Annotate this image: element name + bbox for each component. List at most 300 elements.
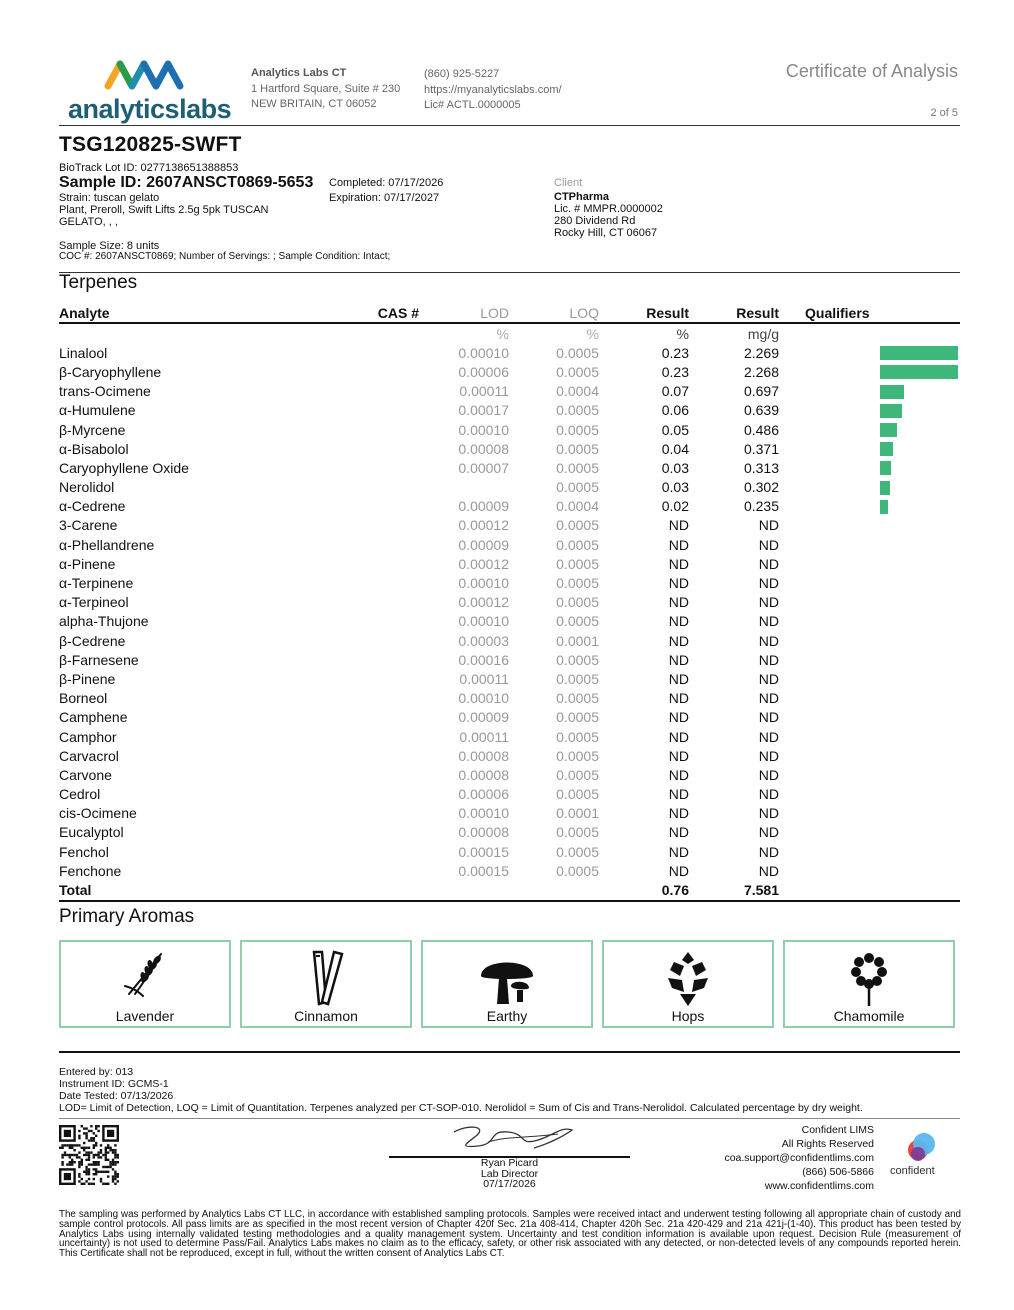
batch-id: TSG120825-SWFT xyxy=(59,133,242,156)
analyte-cas xyxy=(339,382,419,401)
analyte-result-pct: ND xyxy=(668,651,689,668)
analyte-name: α-Terpinene xyxy=(59,575,134,592)
table-row xyxy=(59,804,960,823)
client-name: CTPharma xyxy=(554,191,610,203)
aroma-label: Lavender xyxy=(115,1008,175,1024)
analyte-name: Cedrol xyxy=(59,786,101,803)
analyte-qualifiers xyxy=(779,842,880,861)
aroma-earthy xyxy=(421,940,593,1028)
result-bar-cell xyxy=(880,765,960,784)
analyte-name: β-Pinene xyxy=(59,670,116,687)
analyte-result-pct: ND xyxy=(668,862,689,879)
result-bar-cell xyxy=(880,612,960,631)
analyte-result-mg: 0.302 xyxy=(743,479,779,496)
table-row xyxy=(59,727,960,746)
table-row xyxy=(59,343,960,362)
analyte-result-pct: ND xyxy=(668,670,689,687)
analyte-result-pct: 0.03 xyxy=(661,479,689,496)
analyte-result-pct: 0.02 xyxy=(661,498,689,515)
analyte-lod: 0.00008 xyxy=(458,824,509,841)
analyte-lod: 0.00010 xyxy=(458,690,509,707)
signer-title: Lab Director xyxy=(480,1167,539,1180)
analyte-name: β-Farnesene xyxy=(59,651,139,668)
analyte-loq: 0.0005 xyxy=(556,479,599,496)
confident-logo xyxy=(890,1132,950,1182)
analyte-result-mg: ND xyxy=(758,728,779,745)
flower-icon xyxy=(847,948,891,1008)
terpenes-table xyxy=(59,305,960,902)
table-row xyxy=(59,669,960,688)
result-bar-cell xyxy=(880,420,960,439)
disclaimer: The sampling was performed by Analytics Labs CT LLC, in accordance with established sampling protocols. Samples were received intact and underwent testing following all appropriate chain of custody and sample control protocols. All pass limits are as specified in the most recent version of Chapter 420f Sec. 21a 408-414, Chapter 420h Sec. 21a 420-429 and 21a 421j-(1-40). This product has been tested by Analytics Labs using internally validated testing methodologies and a quality management system. Uncertainty and test condition information is available upon request. Decision Rule (measurement of uncertainty) is not used to determine Pass/Fail. Analytics Labs makes no claim as to the efficacy, safety, or other risk associated with any detected, or non-detected levels of any compounds reported herein. This Certificate shall not be reproduced, except in full, without the written consent of Analytics Labs CT. xyxy=(59,1209,961,1260)
unit-loq: % xyxy=(586,325,599,342)
analyte-name: 3-Carene xyxy=(59,517,118,534)
analyte-loq: 0.0004 xyxy=(556,498,599,515)
table-row xyxy=(59,382,960,401)
analyte-qualifiers xyxy=(779,573,880,592)
analyte-cas xyxy=(339,516,419,535)
analyte-result-pct: 0.03 xyxy=(661,459,689,476)
analyte-cas xyxy=(339,497,419,516)
total-lod xyxy=(419,880,509,900)
unit-result-mg: mg/g xyxy=(747,325,779,342)
analyte-name: α-Bisabolol xyxy=(59,440,129,457)
signature-icon xyxy=(448,1122,578,1154)
analyte-result-mg: ND xyxy=(758,613,779,630)
analyte-loq: 0.0004 xyxy=(556,383,599,400)
lab-logo xyxy=(62,56,232,124)
page-number: 2 of 5 xyxy=(930,107,958,119)
analyte-name: β-Cedrene xyxy=(59,632,126,649)
analyte-loq: 0.0005 xyxy=(556,421,599,438)
analyte-qualifiers xyxy=(779,746,880,765)
total-loq xyxy=(509,880,599,900)
analyte-qualifiers xyxy=(779,650,880,669)
analyte-lod: 0.00012 xyxy=(458,555,509,572)
aroma-label: Cinnamon xyxy=(294,1008,358,1024)
signer-name: Ryan Picard xyxy=(480,1157,539,1169)
result-bar-cell xyxy=(880,458,960,477)
result-bar-cell xyxy=(880,478,960,497)
analyte-qualifiers xyxy=(779,497,880,516)
aroma-chamomile xyxy=(783,940,955,1028)
analyte-cas xyxy=(339,401,419,420)
analyte-loq: 0.0005 xyxy=(556,843,599,860)
total-cas xyxy=(339,880,419,900)
hops-icon xyxy=(662,948,714,1008)
analyte-result-mg: ND xyxy=(758,690,779,707)
terpenes-title: Terpenes xyxy=(59,272,138,293)
analyte-qualifiers xyxy=(779,420,880,439)
analyte-loq: 0.0005 xyxy=(556,517,599,534)
client-license: Lic. # MMPR.0000002 xyxy=(554,203,663,215)
analyte-loq: 0.0005 xyxy=(556,402,599,419)
result-bar-cell xyxy=(880,842,960,861)
analyte-lod: 0.00008 xyxy=(458,747,509,764)
analyte-lod: 0.00010 xyxy=(458,421,509,438)
analyte-lod: 0.00010 xyxy=(458,344,509,361)
analyte-cas xyxy=(339,343,419,362)
result-bar-cell xyxy=(880,497,960,516)
analyte-name: β-Myrcene xyxy=(59,421,126,438)
analyte-cas xyxy=(339,554,419,573)
analyte-cas xyxy=(339,785,419,804)
table-row xyxy=(59,631,960,650)
table-row xyxy=(59,573,960,592)
result-bar-cell xyxy=(880,669,960,688)
analyte-cas xyxy=(339,631,419,650)
result-bar-cell xyxy=(880,573,960,592)
result-bar-cell xyxy=(880,727,960,746)
analyte-lod: 0.00011 xyxy=(459,670,509,687)
total-qual xyxy=(779,880,880,900)
result-bar xyxy=(880,365,958,379)
analyte-cas xyxy=(339,861,419,880)
analyte-lod: 0.00009 xyxy=(458,536,509,553)
result-bar xyxy=(880,481,890,495)
analyte-result-pct: ND xyxy=(668,632,689,649)
analyte-result-pct: 0.23 xyxy=(661,344,689,361)
analyte-cas xyxy=(339,593,419,612)
result-bar-cell xyxy=(880,861,960,880)
analyte-result-pct: 0.05 xyxy=(661,421,689,438)
analyte-loq: 0.0005 xyxy=(556,594,599,611)
client-address2: Rocky Hill, CT 06067 xyxy=(554,227,658,239)
analyte-loq: 0.0005 xyxy=(556,440,599,457)
analyte-loq: 0.0005 xyxy=(556,709,599,726)
aroma-label: Earthy xyxy=(486,1008,528,1024)
analyte-result-pct: ND xyxy=(668,766,689,783)
analyte-result-mg: 0.486 xyxy=(743,421,779,438)
analyte-name: Caryophyllene Oxide xyxy=(59,459,189,476)
lims-block xyxy=(724,1123,874,1193)
total-pct: 0.76 xyxy=(599,880,689,900)
analyte-loq: 0.0005 xyxy=(556,690,599,707)
total-row xyxy=(59,880,960,900)
analyte-cas xyxy=(339,478,419,497)
analyte-result-mg: ND xyxy=(758,766,779,783)
result-bar-cell xyxy=(880,631,960,650)
total-bar xyxy=(880,880,960,900)
units-row xyxy=(59,323,960,343)
client-label: Client xyxy=(554,177,583,189)
analyte-lod: 0.00017 xyxy=(458,402,509,419)
analyte-loq: 0.0005 xyxy=(556,363,599,380)
analyte-name: Camphene xyxy=(59,709,128,726)
analyte-result-mg: ND xyxy=(758,594,779,611)
analyte-cas xyxy=(339,650,419,669)
analyte-result-mg: ND xyxy=(758,536,779,553)
table-row xyxy=(59,650,960,669)
aroma-hops xyxy=(602,940,774,1028)
lavender-icon xyxy=(119,948,171,1000)
analyte-cas xyxy=(339,612,419,631)
analyte-name: cis-Ocimene xyxy=(59,805,137,822)
table-row xyxy=(59,439,960,458)
analyte-name: β-Caryophyllene xyxy=(59,363,162,380)
analyte-lod: 0.00008 xyxy=(458,440,509,457)
lims-website[interactable]: www.confidentlims.com xyxy=(764,1180,874,1192)
analyte-result-pct: ND xyxy=(668,843,689,860)
result-bar-cell xyxy=(880,593,960,612)
result-bar-cell xyxy=(880,343,960,362)
analyte-qualifiers xyxy=(779,861,880,880)
analyte-name: α-Terpineol xyxy=(59,594,129,611)
sample-divider xyxy=(59,272,960,273)
sample-size: Sample Size: 8 units xyxy=(59,240,160,252)
aroma-cinnamon xyxy=(240,940,412,1028)
analyte-qualifiers xyxy=(779,765,880,784)
analyte-lod: 0.00009 xyxy=(458,709,509,726)
qr-code-icon[interactable] xyxy=(59,1125,119,1185)
analyte-name: α-Pinene xyxy=(59,555,116,572)
table-row xyxy=(59,689,960,708)
result-bar-cell xyxy=(880,650,960,669)
analyte-name: Linalool xyxy=(59,344,108,361)
analyte-lod: 0.00012 xyxy=(458,517,509,534)
analyte-result-mg: 2.268 xyxy=(743,363,779,380)
entered-by: Entered by: 013 xyxy=(59,1066,134,1078)
analyte-result-mg: ND xyxy=(758,555,779,572)
analyte-name: Fenchol xyxy=(59,843,109,860)
analyte-result-mg: 0.371 xyxy=(743,440,779,457)
analyte-name: Camphor xyxy=(59,728,117,745)
analyte-lod: 0.00006 xyxy=(458,363,509,380)
confident-logo-text: confident xyxy=(890,1165,935,1177)
lab-website[interactable]: https://myanalyticslabs.com/ xyxy=(424,83,562,96)
signature-block xyxy=(389,1158,630,1190)
lab-phone: (860) 925-5227 xyxy=(424,68,500,80)
analyte-result-mg: ND xyxy=(758,709,779,726)
analyte-result-mg: 0.697 xyxy=(743,383,779,400)
analyte-lod: 0.00011 xyxy=(459,728,509,745)
date-tested: Date Tested: 07/13/2026 xyxy=(59,1090,174,1102)
col-cas: CAS # xyxy=(339,305,419,323)
logo-mark-icon xyxy=(62,56,232,92)
analyte-qualifiers xyxy=(779,785,880,804)
aroma-label: Hops xyxy=(671,1008,705,1024)
analyte-loq: 0.0005 xyxy=(556,862,599,879)
analyte-name: Borneol xyxy=(59,690,108,707)
result-bar-cell xyxy=(880,804,960,823)
analyte-result-pct: ND xyxy=(668,786,689,803)
result-bar xyxy=(880,461,891,475)
analyte-loq: 0.0005 xyxy=(556,786,599,803)
analyte-result-mg: ND xyxy=(758,651,779,668)
unit-result-pct: % xyxy=(676,325,689,342)
analyte-result-mg: ND xyxy=(758,575,779,592)
analyte-loq: 0.0005 xyxy=(556,747,599,764)
client-block xyxy=(554,177,663,239)
result-bar-cell xyxy=(880,439,960,458)
analyte-cas xyxy=(339,746,419,765)
analyte-qualifiers xyxy=(779,382,880,401)
analyte-loq: 0.0005 xyxy=(556,459,599,476)
table-row xyxy=(59,823,960,842)
table-row xyxy=(59,535,960,554)
analyte-lod xyxy=(419,478,509,497)
analyte-result-pct: ND xyxy=(668,555,689,572)
lab-license: Lic# ACTL.0000005 xyxy=(424,99,521,111)
analyte-lod: 0.00010 xyxy=(458,613,509,630)
col-analyte: Analyte xyxy=(59,305,339,323)
analyte-cas xyxy=(339,573,419,592)
analyte-lod: 0.00011 xyxy=(459,383,509,400)
instrument-id: Instrument ID: GCMS-1 xyxy=(59,1078,169,1090)
lab-address1: 1 Hartford Square, Suite # 230 xyxy=(251,82,401,95)
analyte-loq: 0.0005 xyxy=(556,536,599,553)
analyte-qualifiers xyxy=(779,362,880,381)
table-row xyxy=(59,785,960,804)
doc-title: Certificate of Analysis xyxy=(785,61,958,81)
col-result-pct: Result xyxy=(599,305,689,323)
table-row xyxy=(59,746,960,765)
analyte-lod: 0.00012 xyxy=(458,594,509,611)
lims-email[interactable]: coa.support@confidentlims.com xyxy=(724,1152,874,1164)
table-row xyxy=(59,516,960,535)
analyte-qualifiers xyxy=(779,478,880,497)
analyte-cas xyxy=(339,823,419,842)
analyte-result-mg: ND xyxy=(758,786,779,803)
analyte-qualifiers xyxy=(779,593,880,612)
col-bar xyxy=(880,305,960,323)
analyte-result-pct: ND xyxy=(668,805,689,822)
analyte-result-mg: ND xyxy=(758,517,779,534)
analyte-cas xyxy=(339,669,419,688)
analyte-loq: 0.0005 xyxy=(556,766,599,783)
analyte-result-pct: ND xyxy=(668,728,689,745)
analyte-cas xyxy=(339,804,419,823)
result-bar-cell xyxy=(880,746,960,765)
analyte-lod: 0.00015 xyxy=(458,843,509,860)
result-bar-cell xyxy=(880,823,960,842)
table-row xyxy=(59,708,960,727)
lab-address2: NEW BRITAIN, CT 06052 xyxy=(251,98,377,110)
analyte-result-mg: ND xyxy=(758,747,779,764)
expiration-date: Expiration: 07/17/2027 xyxy=(329,192,440,204)
analyte-result-mg: 0.313 xyxy=(743,459,779,476)
analyte-qualifiers xyxy=(779,689,880,708)
analyte-result-mg: ND xyxy=(758,824,779,841)
sample-id: Sample ID: 2607ANSCT0869-5653 xyxy=(59,174,314,191)
table-row xyxy=(59,554,960,573)
col-result-mg: Result xyxy=(689,305,779,323)
lims-name: Confident LIMS xyxy=(801,1124,874,1136)
analyte-qualifiers xyxy=(779,439,880,458)
analyte-result-mg: ND xyxy=(758,805,779,822)
analyte-result-mg: 2.269 xyxy=(743,344,779,361)
analyte-lod: 0.00008 xyxy=(458,766,509,783)
table-row xyxy=(59,401,960,420)
analyte-name: α-Cedrene xyxy=(59,498,126,515)
analyte-lod: 0.00007 xyxy=(458,459,509,476)
col-loq: LOQ xyxy=(509,305,599,323)
lims-phone: (866) 506-5866 xyxy=(802,1166,874,1178)
table-row xyxy=(59,497,960,516)
analyte-loq: 0.0005 xyxy=(556,555,599,572)
analyte-lod: 0.00010 xyxy=(458,575,509,592)
result-bar-cell xyxy=(880,382,960,401)
analyte-loq: 0.0005 xyxy=(556,575,599,592)
analyte-result-pct: 0.23 xyxy=(661,363,689,380)
analyte-cas xyxy=(339,708,419,727)
analyte-result-pct: ND xyxy=(668,613,689,630)
analyte-qualifiers xyxy=(779,343,880,362)
analyte-loq: 0.0005 xyxy=(556,670,599,687)
result-bar-cell xyxy=(880,785,960,804)
analyte-result-mg: ND xyxy=(758,843,779,860)
analyte-lod: 0.00006 xyxy=(458,786,509,803)
aromas-title: Primary Aromas xyxy=(59,906,195,927)
table-row xyxy=(59,842,960,861)
lab-contact xyxy=(424,67,562,114)
analyte-qualifiers xyxy=(779,708,880,727)
analyte-name: α-Phellandrene xyxy=(59,536,155,553)
analyte-qualifiers xyxy=(779,554,880,573)
table-row xyxy=(59,593,960,612)
result-bar-cell xyxy=(880,516,960,535)
analyte-lod: 0.00015 xyxy=(458,862,509,879)
result-bar xyxy=(880,385,904,399)
result-bar-cell xyxy=(880,362,960,381)
analyte-cas xyxy=(339,727,419,746)
cinnamon-icon xyxy=(300,948,352,1008)
analyte-cas xyxy=(339,842,419,861)
lab-name: Analytics Labs CT xyxy=(251,67,347,79)
analyte-qualifiers xyxy=(779,516,880,535)
table-row xyxy=(59,861,960,880)
result-bar-cell xyxy=(880,535,960,554)
completed-date: Completed: 07/17/2026 xyxy=(329,177,444,189)
analyte-result-pct: ND xyxy=(668,594,689,611)
analyte-cas xyxy=(339,765,419,784)
analyte-result-mg: 0.639 xyxy=(743,402,779,419)
client-address1: 280 Dividend Rd xyxy=(554,215,636,227)
analyte-loq: 0.0005 xyxy=(556,613,599,630)
analyte-name: trans-Ocimene xyxy=(59,383,151,400)
analyte-loq: 0.0005 xyxy=(556,824,599,841)
signed-date: 07/17/2026 xyxy=(483,1178,536,1190)
result-bar xyxy=(880,346,958,360)
aroma-label: Chamomile xyxy=(833,1008,905,1024)
result-bar-cell xyxy=(880,708,960,727)
aromas-divider xyxy=(59,1051,960,1053)
analyte-qualifiers xyxy=(779,727,880,746)
analyte-result-pct: ND xyxy=(668,517,689,534)
result-bar-cell xyxy=(880,401,960,420)
analyte-result-mg: ND xyxy=(758,670,779,687)
lod-legend: LOD= Limit of Detection, LOQ = Limit of Quantitation. Terpenes analyzed per CT-SOP-010. Nerolidol = Sum of Cis and Trans-Nerolidol. Calculated percentage by dry weight. xyxy=(59,1102,863,1114)
analyte-loq: 0.0005 xyxy=(556,344,599,361)
lims-rights: All Rights Reserved xyxy=(781,1138,874,1150)
analyte-qualifiers xyxy=(779,458,880,477)
analyte-qualifiers xyxy=(779,401,880,420)
result-bar xyxy=(880,442,893,456)
analyte-lod: 0.00016 xyxy=(458,651,509,668)
table-row xyxy=(59,362,960,381)
analyte-result-pct: ND xyxy=(668,575,689,592)
total-label: Total xyxy=(59,880,339,900)
analyte-loq: 0.0005 xyxy=(556,651,599,668)
notes-block xyxy=(59,1066,863,1114)
table-row xyxy=(59,458,960,477)
analyte-cas xyxy=(339,439,419,458)
analyte-result-pct: 0.04 xyxy=(661,440,689,457)
analyte-cas xyxy=(339,362,419,381)
analyte-qualifiers xyxy=(779,804,880,823)
analyte-qualifiers xyxy=(779,535,880,554)
analyte-result-mg: ND xyxy=(758,632,779,649)
